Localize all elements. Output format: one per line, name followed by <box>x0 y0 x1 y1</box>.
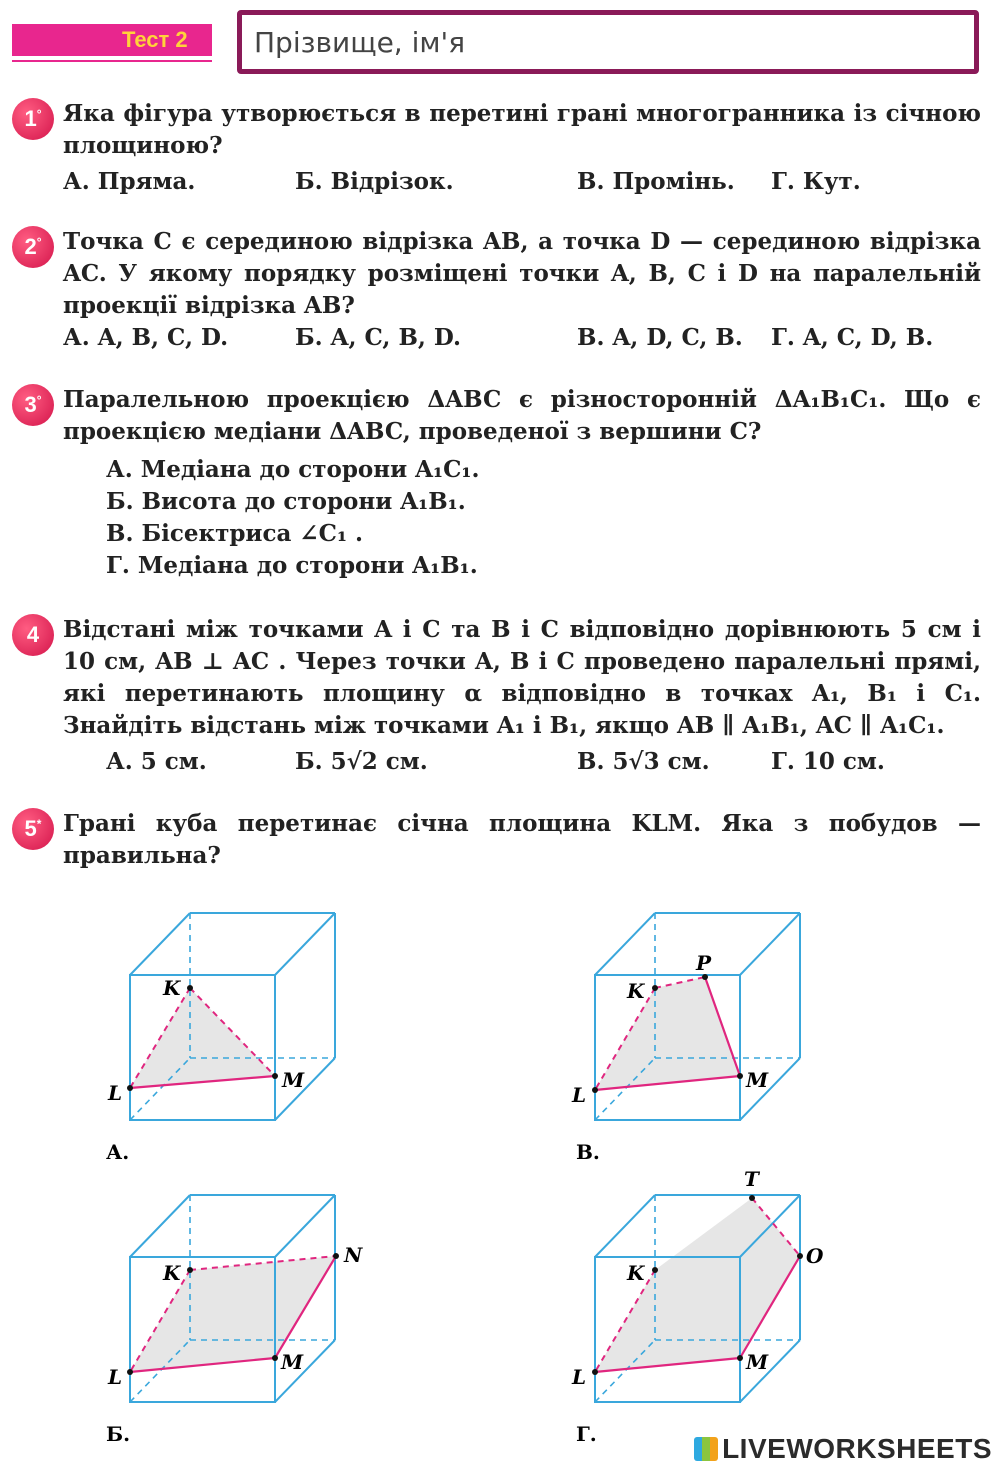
point-label: M <box>746 1068 769 1092</box>
question-number: 4 <box>12 614 54 656</box>
point-label: L <box>108 1081 123 1105</box>
point-label: L <box>572 1365 587 1389</box>
question-text: Грані куба перетинає січна площина KLM. Яка з побудов — правильна? <box>63 810 981 869</box>
question-4 <box>12 614 982 784</box>
question-text: Точка C є серединою відрізка AB, а точка D — серединою відрізка AC. У якому порядку розміщені точки A, B, C і D на паралельній проекції відрізка AB? <box>63 228 981 319</box>
option-b[interactable]: Б. A, C, B, D. <box>295 324 462 351</box>
option-a[interactable]: А. Пряма. <box>63 168 196 195</box>
point-label: L <box>572 1083 587 1107</box>
point-label: P <box>696 951 712 975</box>
point-label: L <box>108 1365 123 1389</box>
option-b[interactable]: Б. Відрізок. <box>295 168 454 195</box>
point-label: O <box>806 1244 824 1268</box>
watermark-logo: LIVEWORKSHEETS <box>694 1433 992 1465</box>
cube-figure-b[interactable] <box>107 1195 363 1402</box>
question-text: Відстані між точками A і C та B і C відповідно дорівнюють 5 см і 10 см, AB ⊥ AC . Через точки A, B і C проведено паралельні прямі, які перетинають площину α відповідно в точках A₁, B₁ і C₁. Знайдіть відстань між точками A₁ і B₁, якщо AB ∥ A₁B₁, AC ∥ A₁C₁. <box>63 616 981 739</box>
option-g[interactable]: Г. 10 см. <box>771 748 885 775</box>
question-5 <box>12 808 982 888</box>
option-b[interactable]: Б. Висота до сторони A₁B₁. <box>106 488 466 515</box>
header-divider <box>12 60 212 62</box>
option-a[interactable]: А. Медіана до сторони A₁C₁. <box>106 456 480 483</box>
question-number: 3 ° <box>12 384 54 426</box>
question-1 <box>12 98 982 208</box>
figure-label: Б. <box>106 1422 131 1446</box>
cube-figure-v[interactable] <box>571 913 800 1120</box>
point-label: M <box>281 1350 304 1374</box>
point-label: T <box>744 1167 759 1191</box>
liveworksheets-icon <box>694 1437 718 1461</box>
point-label: K <box>163 976 181 1000</box>
point-label: K <box>163 1261 181 1285</box>
option-g[interactable]: Г. Медіана до сторони A₁B₁. <box>106 552 478 579</box>
option-v[interactable]: В. Бісектриса ∠C₁ . <box>106 520 364 547</box>
figure-label: Г. <box>576 1422 597 1446</box>
option-v[interactable]: В. 5√3 см. <box>577 748 710 775</box>
figure-label: А. <box>106 1140 130 1164</box>
cube-figures <box>0 880 1000 1480</box>
question-text: Яка фігура утворюється в перетині грані многогранника із січною площиною? <box>63 100 981 159</box>
question-number: 1 ° <box>12 98 54 140</box>
option-a[interactable]: А. 5 см. <box>106 748 207 775</box>
point-label: K <box>627 1261 645 1285</box>
cube-figure-a[interactable] <box>107 913 335 1120</box>
name-input[interactable] <box>242 15 974 69</box>
question-2 <box>12 226 982 356</box>
option-a[interactable]: А. A, B, C, D. <box>63 324 229 351</box>
option-v[interactable]: В. A, D, C, B. <box>577 324 743 351</box>
question-number: 2 ° <box>12 226 54 268</box>
point-label: N <box>344 1243 363 1267</box>
test-label: Тест 2 <box>122 27 188 52</box>
option-b[interactable]: Б. 5√2 см. <box>295 748 428 775</box>
point-label: K <box>627 979 645 1003</box>
cube-figure-g[interactable] <box>571 1167 824 1402</box>
point-label: M <box>746 1350 769 1374</box>
question-number: 5 * <box>12 808 54 850</box>
option-g[interactable]: Г. Кут. <box>771 168 861 195</box>
option-v[interactable]: В. Промінь. <box>577 168 735 195</box>
figure-label: В. <box>576 1140 600 1164</box>
option-g[interactable]: Г. A, C, D, B. <box>771 324 934 351</box>
question-text: Паралельною проекцією ΔABC є різносторонній ΔA₁B₁C₁. Що є проекцією медіани ΔABC, проведеної з вершини C? <box>63 386 981 445</box>
question-3 <box>12 384 982 584</box>
test-label-tag <box>12 24 212 56</box>
point-label: M <box>282 1068 305 1092</box>
name-field-box[interactable] <box>237 10 979 74</box>
